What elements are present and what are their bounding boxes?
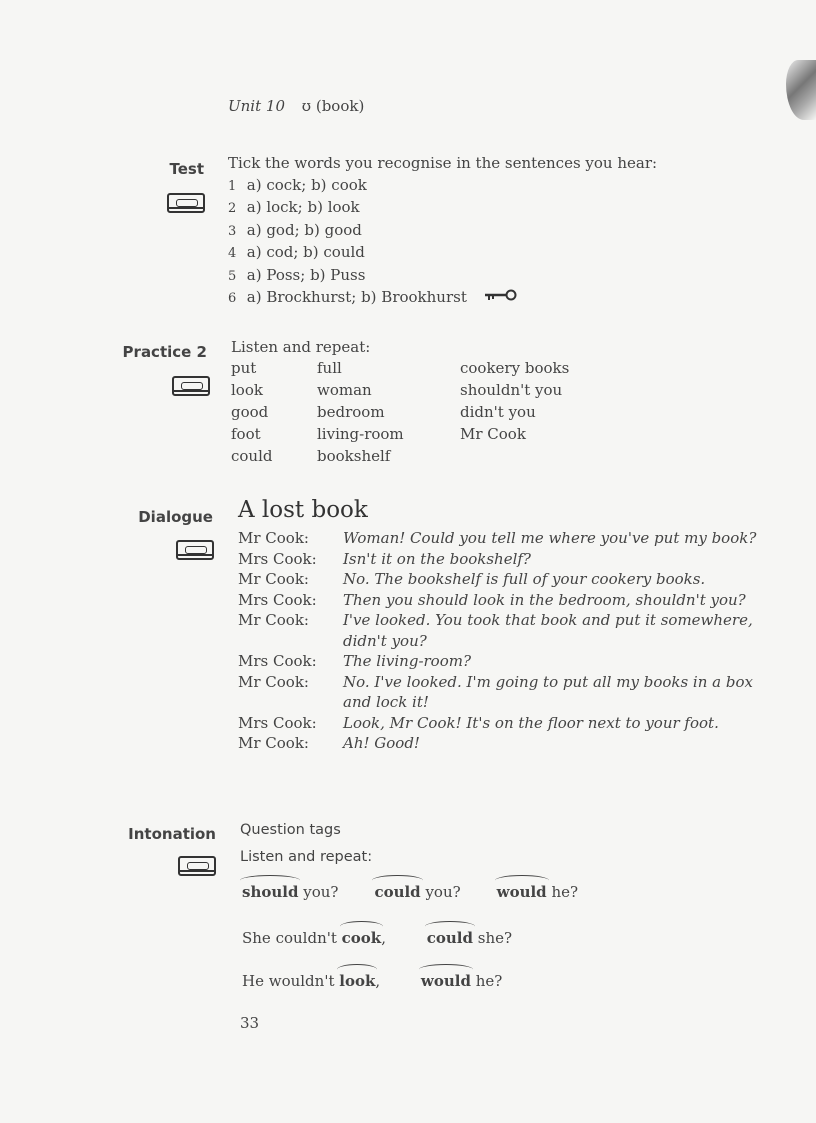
speaker-name: Mr Cook:	[238, 570, 309, 588]
intonation-section	[240, 822, 372, 876]
cassette-icon	[167, 193, 205, 213]
unit-label: Unit 10	[228, 97, 285, 115]
dialogue-line	[238, 610, 778, 651]
speaker-name: Mr Cook:	[238, 611, 309, 629]
stressed-word: look	[339, 972, 376, 990]
section-label-intonation: Intonation	[128, 825, 216, 843]
section-label-practice: Practice 2	[122, 343, 207, 361]
practice-word: could	[231, 447, 273, 465]
dialogue-text: No. I've looked. I'm going to put all my books in a box and lock it!	[343, 672, 753, 711]
test-item	[228, 242, 657, 265]
dialogue-text: I've looked. You took that book and put it somewhere, didn't you?	[343, 611, 753, 650]
speaker-name: Mrs Cook:	[238, 590, 317, 609]
stressed-word: should	[242, 883, 299, 901]
item-number: 2	[228, 201, 237, 216]
test-section	[228, 153, 657, 310]
page-header	[228, 97, 364, 115]
practice-word: shouldn't you	[460, 381, 563, 399]
test-instruction: Tick the words you recognise in the sentences you hear:	[228, 154, 658, 172]
test-item	[228, 175, 657, 198]
dialogue-text: Look, Mr Cook! It's on the floor next to your foot.	[343, 713, 719, 732]
intonation-subtitle: Question tags	[240, 822, 341, 838]
stressed-word: could	[374, 883, 421, 901]
tag-text: he?	[546, 883, 579, 901]
practice-word: woman	[317, 381, 372, 399]
tag-text: she?	[473, 929, 513, 947]
key-icon	[483, 287, 517, 309]
speaker-name: Mrs Cook:	[238, 549, 317, 568]
dialogue-text: The living-room?	[343, 652, 472, 670]
tag-text: She couldn't	[242, 929, 342, 947]
dialogue-line	[238, 651, 778, 672]
item-text: a) cod; b) could	[242, 243, 365, 261]
intonation-instruction: Listen and repeat:	[240, 849, 373, 865]
stressed-word: would	[420, 972, 471, 990]
question-tag-row-3	[242, 972, 538, 990]
tag-text: you?	[298, 883, 339, 901]
test-item	[228, 287, 657, 310]
practice-word: living-room	[317, 425, 404, 443]
practice-column-2	[317, 357, 460, 467]
test-items	[228, 175, 657, 310]
dialogue-text: Ah! Good!	[343, 734, 420, 752]
section-label-dialogue: Dialogue	[138, 508, 213, 526]
item-text: a) god; b) good	[242, 220, 362, 239]
page-number: 33	[240, 1014, 260, 1032]
item-number: 3	[228, 223, 237, 239]
tag-text: He wouldn't	[242, 972, 340, 990]
cassette-icon	[172, 376, 210, 396]
item-number: 4	[228, 246, 237, 261]
practice-word: foot	[231, 425, 261, 443]
practice-word: bookshelf	[317, 447, 391, 465]
speaker-name: Mrs Cook:	[238, 713, 317, 732]
stressed-word: cook	[341, 929, 382, 947]
item-text: a) Brockhurst; b) Brookhurst	[242, 288, 467, 306]
dialogue-line	[238, 528, 778, 549]
section-label-test: Test	[169, 160, 204, 178]
practice-word: bedroom	[317, 403, 385, 421]
practice-word: cookery books	[460, 359, 570, 377]
test-item	[228, 197, 657, 220]
page-edge-tear	[786, 60, 816, 120]
practice-instruction: Listen and repeat:	[231, 338, 371, 356]
speaker-name: Mr Cook:	[238, 734, 309, 752]
dialogue-lines	[238, 528, 778, 754]
cassette-icon	[176, 540, 214, 560]
dialogue-line	[238, 569, 778, 590]
cassette-icon	[178, 856, 216, 876]
item-number: 1	[228, 178, 237, 194]
item-text: a) lock; b) look	[242, 198, 360, 216]
item-number: 6	[228, 291, 237, 306]
test-item	[228, 265, 657, 288]
tag-text: ,	[375, 972, 381, 990]
practice-section	[231, 338, 569, 467]
practice-word: put	[231, 359, 257, 377]
speaker-name: Mr Cook:	[238, 529, 309, 547]
speaker-name: Mrs Cook:	[238, 652, 317, 670]
practice-word: look	[231, 381, 263, 399]
stressed-word: could	[426, 929, 473, 947]
practice-column-3	[460, 357, 569, 467]
question-tag-row-2	[242, 929, 548, 947]
speaker-name: Mr Cook:	[238, 672, 309, 691]
tag-text: you?	[420, 883, 461, 901]
practice-word: full	[317, 359, 342, 377]
test-item	[228, 220, 657, 243]
item-text: a) Poss; b) Puss	[242, 265, 366, 284]
dialogue-line	[238, 549, 778, 570]
practice-word: good	[231, 403, 269, 421]
item-text: a) cock; b) cook	[242, 175, 367, 194]
dialogue-text: No. The bookshelf is full of your cookery books.	[343, 570, 706, 588]
dialogue-line	[238, 672, 778, 713]
practice-column-1	[231, 357, 317, 467]
question-tag	[374, 883, 460, 901]
unit-sound: ʊ (book)	[301, 97, 365, 115]
dialogue-line	[238, 713, 778, 734]
dialogue-line	[238, 733, 778, 754]
dialogue-text: Isn't it on the bookshelf?	[343, 549, 531, 568]
dialogue-title: A lost book	[238, 497, 368, 523]
question-tag	[497, 883, 578, 901]
question-tag-row-1	[242, 883, 614, 901]
tag-text: he?	[470, 972, 503, 990]
dialogue-text: Woman! Could you tell me where you've put my book?	[343, 529, 757, 547]
question-tag	[242, 883, 338, 901]
dialogue-text: Then you should look in the bedroom, shouldn't you?	[343, 590, 746, 609]
practice-word: didn't you	[460, 403, 536, 421]
item-number: 5	[228, 268, 237, 284]
stressed-word: would	[496, 883, 547, 901]
practice-word: Mr Cook	[460, 425, 526, 443]
dialogue-line	[238, 590, 778, 611]
tag-text: ,	[381, 929, 386, 947]
